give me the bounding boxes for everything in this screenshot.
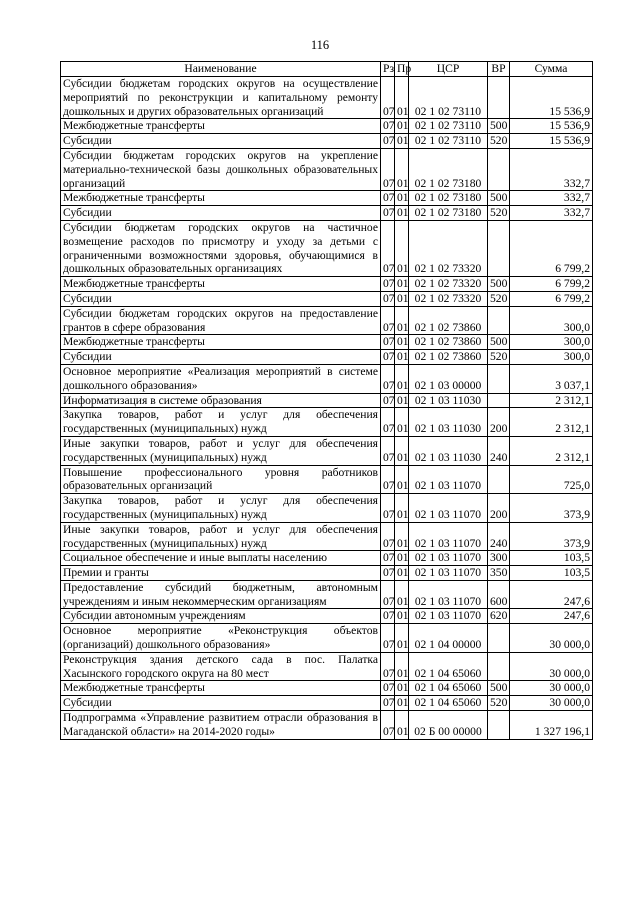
- cell-csr: 02 1 02 73180: [409, 148, 488, 190]
- table-row: [61, 408, 593, 437]
- table-row: [61, 220, 593, 276]
- cell-name: Предоставление субсидий бюджетным, автономным учреждениям и иным некоммерческим организациям: [61, 580, 381, 609]
- cell-csr: 02 1 03 11030: [409, 436, 488, 465]
- table-row: [61, 436, 593, 465]
- cell-csr: 02 1 04 00000: [409, 624, 488, 653]
- cell-rz: 07: [381, 652, 395, 681]
- cell-pr: 01: [395, 494, 409, 523]
- cell-sum: 6 799,2: [510, 291, 593, 306]
- cell-name: Социальное обеспечение и иные выплаты населению: [61, 551, 381, 566]
- cell-pr: 01: [395, 148, 409, 190]
- cell-rz: 07: [381, 191, 395, 206]
- cell-vr: [488, 220, 510, 276]
- cell-pr: 01: [395, 408, 409, 437]
- cell-vr: 520: [488, 291, 510, 306]
- cell-csr: 02 1 03 11070: [409, 566, 488, 581]
- cell-name: Подпрограмма «Управление развитием отрасли образования в Магаданской области» на 2014-2020 годы»: [61, 711, 381, 740]
- cell-vr: [488, 465, 510, 494]
- cell-rz: 07: [381, 436, 395, 465]
- cell-name: Субсидии: [61, 291, 381, 306]
- cell-rz: 07: [381, 291, 395, 306]
- cell-name: Межбюджетные трансферты: [61, 277, 381, 292]
- cell-pr: 01: [395, 77, 409, 119]
- cell-sum: 332,7: [510, 191, 593, 206]
- cell-rz: 07: [381, 148, 395, 190]
- cell-sum: 3 037,1: [510, 364, 593, 393]
- cell-name: Субсидии автономным учреждениям: [61, 609, 381, 624]
- cell-rz: 07: [381, 77, 395, 119]
- cell-sum: 2 312,1: [510, 393, 593, 408]
- cell-pr: 01: [395, 364, 409, 393]
- cell-name: Субсидии бюджетам городских округов на укрепление материально-технической базы дошкольных образовательных организаций: [61, 148, 381, 190]
- cell-pr: 01: [395, 551, 409, 566]
- cell-sum: 725,0: [510, 465, 593, 494]
- cell-vr: 200: [488, 408, 510, 437]
- cell-vr: 520: [488, 206, 510, 221]
- table-row: [61, 696, 593, 711]
- table-row: [61, 551, 593, 566]
- cell-sum: 300,0: [510, 306, 593, 335]
- cell-sum: 6 799,2: [510, 220, 593, 276]
- cell-csr: 02 1 04 65060: [409, 681, 488, 696]
- cell-vr: 300: [488, 551, 510, 566]
- cell-rz: 07: [381, 624, 395, 653]
- cell-rz: 07: [381, 566, 395, 581]
- cell-vr: [488, 624, 510, 653]
- cell-name: Субсидии бюджетам городских округов на частичное возмещение расходов по присмотру и уходу за детьми с ограниченными возможностями здоровья, обучающимися в дошкольных образовательных организациях: [61, 220, 381, 276]
- cell-sum: 15 536,9: [510, 119, 593, 134]
- cell-name: Субсидии: [61, 206, 381, 221]
- table-row: [61, 306, 593, 335]
- cell-vr: [488, 652, 510, 681]
- cell-csr: 02 1 02 73180: [409, 206, 488, 221]
- cell-vr: 500: [488, 335, 510, 350]
- cell-name: Реконструкция здания детского сада в пос. Палатка Хасынского городского округа на 80 мест: [61, 652, 381, 681]
- cell-pr: 01: [395, 191, 409, 206]
- cell-pr: 01: [395, 624, 409, 653]
- table-row: [61, 580, 593, 609]
- cell-pr: 01: [395, 522, 409, 551]
- table-row: [61, 291, 593, 306]
- cell-vr: 500: [488, 119, 510, 134]
- table-row: [61, 148, 593, 190]
- cell-name: Субсидии: [61, 134, 381, 149]
- cell-rz: 07: [381, 220, 395, 276]
- cell-csr: 02 1 03 00000: [409, 364, 488, 393]
- cell-csr: 02 1 02 73320: [409, 291, 488, 306]
- cell-sum: 247,6: [510, 580, 593, 609]
- cell-rz: 07: [381, 609, 395, 624]
- cell-name: Субсидии: [61, 350, 381, 365]
- cell-vr: 350: [488, 566, 510, 581]
- cell-vr: 500: [488, 277, 510, 292]
- cell-vr: 600: [488, 580, 510, 609]
- cell-csr: 02 1 03 11070: [409, 494, 488, 523]
- header-csr: ЦСР: [409, 62, 488, 77]
- cell-name: Иные закупки товаров, работ и услуг для обеспечения государственных (муниципальных) нужд: [61, 522, 381, 551]
- cell-name: Премии и гранты: [61, 566, 381, 581]
- cell-sum: 332,7: [510, 148, 593, 190]
- cell-name: Межбюджетные трансферты: [61, 335, 381, 350]
- cell-csr: 02 1 02 73860: [409, 335, 488, 350]
- table-row: [61, 465, 593, 494]
- table-row: [61, 624, 593, 653]
- header-rz: Рз: [381, 62, 395, 77]
- cell-sum: 300,0: [510, 335, 593, 350]
- table-row: [61, 681, 593, 696]
- cell-name: Межбюджетные трансферты: [61, 681, 381, 696]
- cell-vr: [488, 364, 510, 393]
- cell-vr: 620: [488, 609, 510, 624]
- cell-sum: 103,5: [510, 551, 593, 566]
- cell-sum: 300,0: [510, 350, 593, 365]
- cell-name: Информатизация в системе образования: [61, 393, 381, 408]
- cell-name: Межбюджетные трансферты: [61, 119, 381, 134]
- cell-rz: 07: [381, 494, 395, 523]
- cell-vr: 240: [488, 522, 510, 551]
- cell-pr: 01: [395, 350, 409, 365]
- cell-sum: 2 312,1: [510, 436, 593, 465]
- cell-sum: 1 327 196,1: [510, 711, 593, 740]
- cell-vr: 500: [488, 681, 510, 696]
- cell-csr: 02 1 02 73110: [409, 134, 488, 149]
- header-name: Наименование: [61, 62, 381, 77]
- cell-rz: 07: [381, 277, 395, 292]
- cell-rz: 07: [381, 408, 395, 437]
- cell-pr: 01: [395, 306, 409, 335]
- cell-vr: [488, 306, 510, 335]
- cell-name: Субсидии: [61, 696, 381, 711]
- cell-rz: 07: [381, 551, 395, 566]
- cell-rz: 07: [381, 393, 395, 408]
- header-sum: Сумма: [510, 62, 593, 77]
- cell-csr: 02 1 03 11070: [409, 465, 488, 494]
- cell-sum: 373,9: [510, 522, 593, 551]
- cell-rz: 07: [381, 350, 395, 365]
- cell-pr: 01: [395, 696, 409, 711]
- page-number: 116: [310, 38, 330, 52]
- table-header: [61, 62, 593, 77]
- cell-sum: 2 312,1: [510, 408, 593, 437]
- cell-csr: 02 1 02 73110: [409, 77, 488, 119]
- cell-csr: 02 1 02 73860: [409, 350, 488, 365]
- cell-sum: 6 799,2: [510, 277, 593, 292]
- cell-name: Субсидии бюджетам городских округов на предоставление грантов в сфере образования: [61, 306, 381, 335]
- cell-pr: 01: [395, 580, 409, 609]
- cell-rz: 07: [381, 711, 395, 740]
- cell-vr: [488, 148, 510, 190]
- cell-pr: 01: [395, 119, 409, 134]
- cell-sum: 30 000,0: [510, 652, 593, 681]
- cell-pr: 01: [395, 652, 409, 681]
- cell-pr: 01: [395, 681, 409, 696]
- cell-sum: 373,9: [510, 494, 593, 523]
- table-row: [61, 609, 593, 624]
- table-row: [61, 119, 593, 134]
- cell-pr: 01: [395, 220, 409, 276]
- cell-csr: 02 1 02 73320: [409, 277, 488, 292]
- cell-rz: 07: [381, 465, 395, 494]
- cell-rz: 07: [381, 681, 395, 696]
- cell-pr: 01: [395, 335, 409, 350]
- cell-pr: 01: [395, 277, 409, 292]
- cell-rz: 07: [381, 119, 395, 134]
- table-row: [61, 335, 593, 350]
- header-row: [61, 62, 593, 77]
- budget-table: [60, 61, 593, 740]
- cell-name: Повышение профессионального уровня работников образовательных организаций: [61, 465, 381, 494]
- table-row: [61, 494, 593, 523]
- cell-csr: 02 1 03 11030: [409, 408, 488, 437]
- cell-rz: 07: [381, 306, 395, 335]
- cell-csr: 02 1 02 73320: [409, 220, 488, 276]
- cell-pr: 01: [395, 436, 409, 465]
- header-pr: Пр: [395, 62, 409, 77]
- cell-name: Субсидии бюджетам городских округов на осуществление мероприятий по реконструкции и капитальному ремонту дошкольных и других образовательных организаций: [61, 77, 381, 119]
- table-row: [61, 350, 593, 365]
- cell-pr: 01: [395, 711, 409, 740]
- table-row: [61, 522, 593, 551]
- cell-name: Межбюджетные трансферты: [61, 191, 381, 206]
- table-row: [61, 364, 593, 393]
- cell-csr: 02 1 04 65060: [409, 652, 488, 681]
- cell-sum: 30 000,0: [510, 696, 593, 711]
- cell-pr: 01: [395, 291, 409, 306]
- table-row: [61, 134, 593, 149]
- cell-csr: 02 1 04 65060: [409, 696, 488, 711]
- cell-csr: 02 1 03 11030: [409, 393, 488, 408]
- table-row: [61, 652, 593, 681]
- cell-csr: 02 1 03 11070: [409, 580, 488, 609]
- cell-vr: [488, 77, 510, 119]
- cell-sum: 103,5: [510, 566, 593, 581]
- header-vr: ВР: [488, 62, 510, 77]
- cell-name: Основное мероприятие «Реконструкция объектов (организаций) дошкольного образования»: [61, 624, 381, 653]
- cell-vr: [488, 393, 510, 408]
- table-row: [61, 206, 593, 221]
- cell-rz: 07: [381, 206, 395, 221]
- cell-vr: 240: [488, 436, 510, 465]
- cell-sum: 30 000,0: [510, 681, 593, 696]
- cell-vr: 200: [488, 494, 510, 523]
- table-row: [61, 77, 593, 119]
- cell-name: Иные закупки товаров, работ и услуг для обеспечения государственных (муниципальных) нужд: [61, 436, 381, 465]
- cell-sum: 15 536,9: [510, 134, 593, 149]
- cell-rz: 07: [381, 134, 395, 149]
- table-row: [61, 711, 593, 740]
- cell-rz: 07: [381, 522, 395, 551]
- cell-csr: 02 1 03 11070: [409, 522, 488, 551]
- cell-csr: 02 1 02 73860: [409, 306, 488, 335]
- cell-pr: 01: [395, 609, 409, 624]
- cell-vr: 520: [488, 134, 510, 149]
- cell-csr: 02 Б 00 00000: [409, 711, 488, 740]
- cell-rz: 07: [381, 335, 395, 350]
- cell-vr: 520: [488, 696, 510, 711]
- cell-sum: 15 536,9: [510, 77, 593, 119]
- cell-pr: 01: [395, 393, 409, 408]
- cell-name: Закупка товаров, работ и услуг для обеспечения государственных (муниципальных) нужд: [61, 494, 381, 523]
- table-row: [61, 277, 593, 292]
- cell-sum: 332,7: [510, 206, 593, 221]
- cell-rz: 07: [381, 696, 395, 711]
- cell-name: Закупка товаров, работ и услуг для обеспечения государственных (муниципальных) нужд: [61, 408, 381, 437]
- cell-rz: 07: [381, 364, 395, 393]
- cell-vr: 520: [488, 350, 510, 365]
- table-body: [61, 77, 593, 740]
- cell-rz: 07: [381, 580, 395, 609]
- table-row: [61, 566, 593, 581]
- cell-vr: [488, 711, 510, 740]
- cell-sum: 30 000,0: [510, 624, 593, 653]
- cell-name: Основное мероприятие «Реализация мероприятий в системе дошкольного образования»: [61, 364, 381, 393]
- cell-csr: 02 1 02 73180: [409, 191, 488, 206]
- cell-csr: 02 1 02 73110: [409, 119, 488, 134]
- cell-pr: 01: [395, 206, 409, 221]
- table-row: [61, 191, 593, 206]
- cell-pr: 01: [395, 465, 409, 494]
- cell-sum: 247,6: [510, 609, 593, 624]
- cell-pr: 01: [395, 134, 409, 149]
- cell-csr: 02 1 03 11070: [409, 609, 488, 624]
- cell-csr: 02 1 03 11070: [409, 551, 488, 566]
- cell-pr: 01: [395, 566, 409, 581]
- cell-vr: 500: [488, 191, 510, 206]
- table-row: [61, 393, 593, 408]
